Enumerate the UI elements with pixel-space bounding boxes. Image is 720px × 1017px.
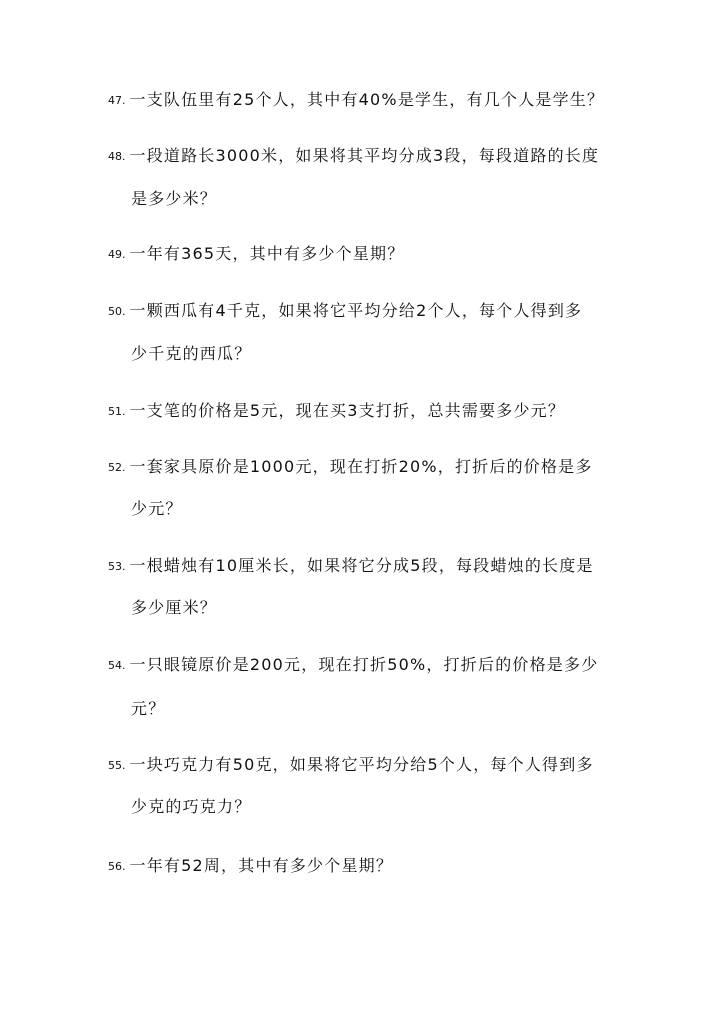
question-number: 49. [108,248,126,261]
question-number: 55. [108,759,126,772]
question-text: 一颗西瓜有4千克，如果将它平均分给2个人，每个人得到多 [129,301,583,320]
question-55-continuation: 少克的巧克力？ [131,797,252,816]
question-56 [108,856,393,877]
question-number: 50. [108,305,126,318]
question-54 [108,655,598,676]
question-50 [108,301,582,322]
question-49 [108,244,404,265]
question-number: 48. [108,150,126,163]
question-number: 54. [108,659,126,672]
question-52-continuation: 少元？ [131,499,183,518]
question-52 [108,457,593,478]
question-51 [108,401,565,422]
question-53-continuation: 多少厘米？ [131,598,218,617]
question-number: 56. [108,860,126,873]
question-text: 一年有365天，其中有多少个星期？ [129,244,405,263]
question-number: 52. [108,461,126,474]
question-48-continuation: 是多少米？ [131,189,218,208]
question-text: 一只眼镜原价是200元，现在打折50%，打折后的价格是多少 [129,655,599,674]
question-50-continuation: 少千克的西瓜？ [131,344,252,363]
question-text: 一根蜡烛有10厘米长，如果将它分成5段，每段蜡烛的长度是 [129,556,594,575]
question-53 [108,556,594,577]
question-text: 一套家具原价是1000元，现在打折20%，打折后的价格是多 [129,457,593,476]
question-text: 一年有52周，其中有多少个星期？ [129,856,394,875]
question-text: 一段道路长3000米，如果将其平均分成3段，每段道路的长度 [129,146,600,165]
question-text: 一块巧克力有50克，如果将它平均分给5个人，每个人得到多 [129,755,594,774]
question-number: 51. [108,405,126,418]
question-48 [108,146,599,167]
question-text: 一支笔的价格是5元，现在买3支打折，总共需要多少元？ [129,401,566,420]
question-55 [108,755,594,776]
question-47 [108,90,604,111]
question-number: 53. [108,560,126,573]
question-54-continuation: 元？ [131,699,166,718]
question-number: 47. [108,94,126,107]
question-text: 一支队伍里有25个人，其中有40%是学生，有几个人是学生？ [129,90,605,109]
